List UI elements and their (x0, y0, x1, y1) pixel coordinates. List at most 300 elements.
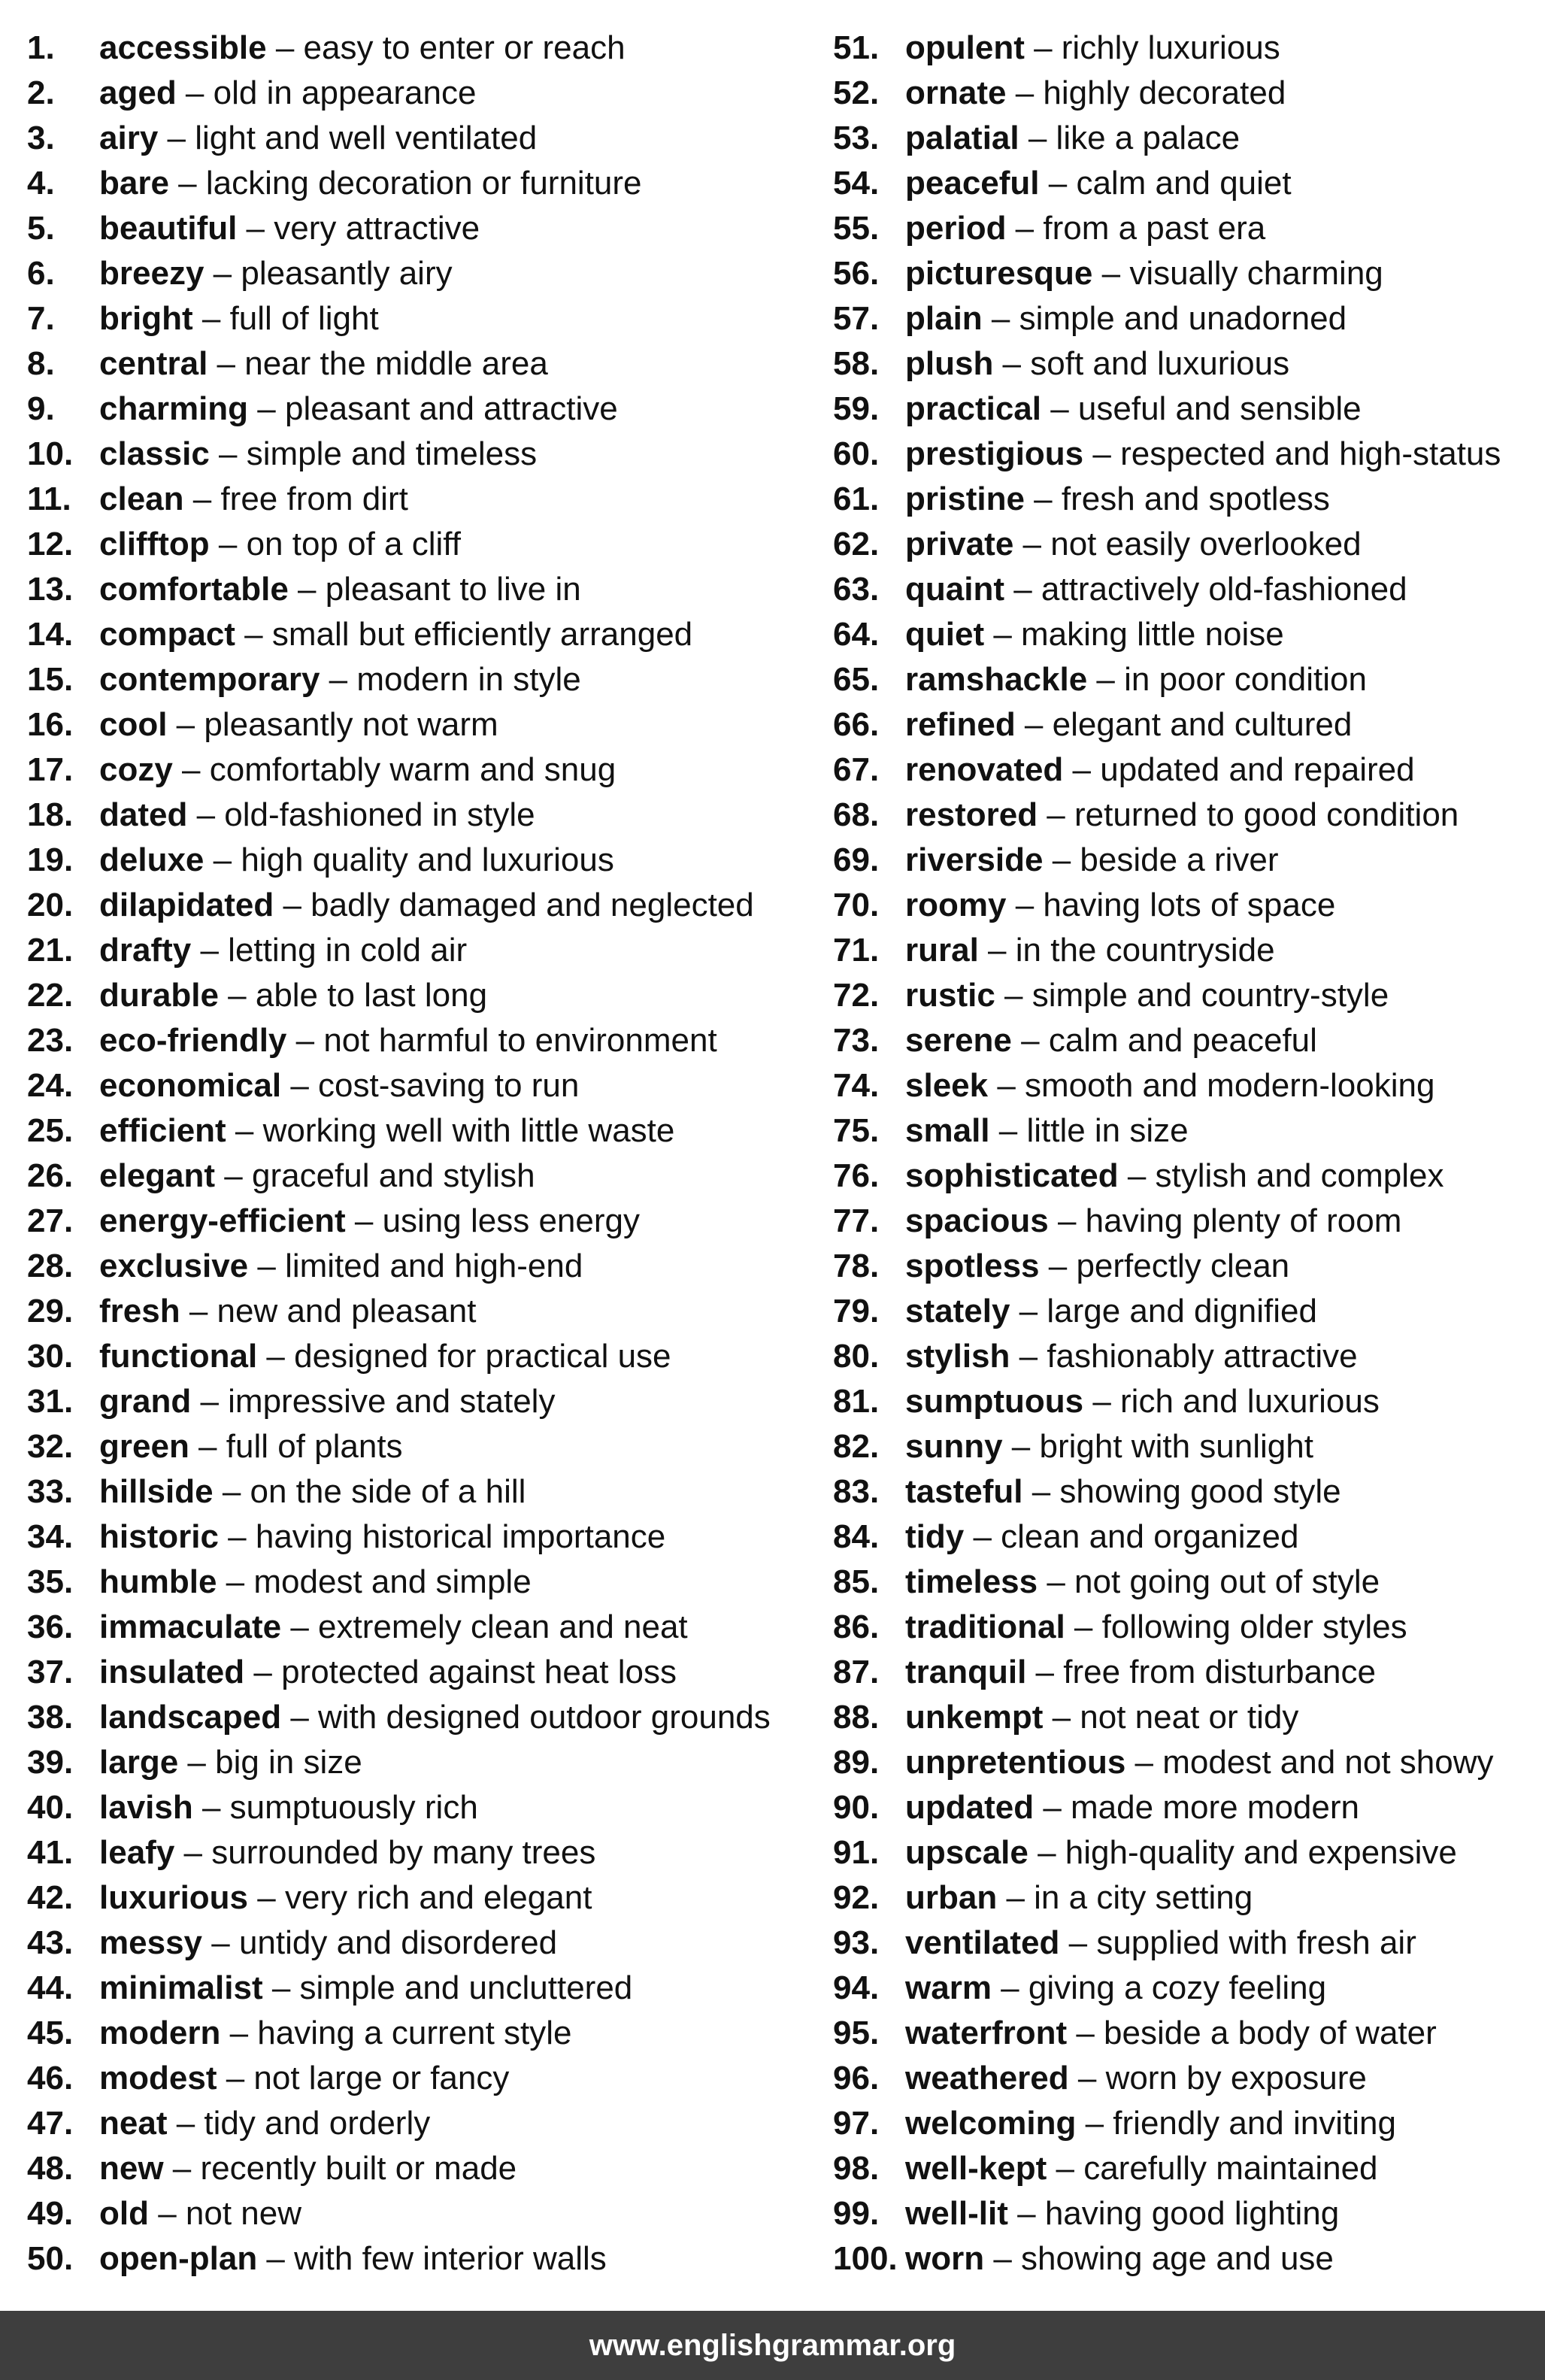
item-word: energy-efficient (99, 1202, 346, 1239)
item-definition: untidy and disordered (238, 1924, 558, 1961)
item-word: updated (905, 1789, 1035, 1826)
list-item (27, 2236, 794, 2281)
item-definition: working well with little waste (262, 1112, 675, 1149)
item-definition: not neat or tidy (1080, 1699, 1299, 1736)
item-text: upscale – high-quality and expensive (905, 1834, 1457, 1871)
item-number: 94. (833, 1969, 880, 2006)
item-text: roomy – having lots of space (905, 887, 1336, 923)
item-number: 97. (833, 2105, 880, 2142)
item-word: breezy (99, 255, 204, 292)
item-number: 68. (833, 796, 880, 833)
item-word: accessible (99, 29, 267, 66)
item-text: pristine – fresh and spotless (905, 481, 1330, 517)
item-number: 78. (833, 1248, 880, 1284)
list-item (833, 1650, 1545, 1695)
list-item (27, 1785, 794, 1830)
item-number: 44. (27, 1969, 74, 2006)
item-text: well-lit – having good lighting (905, 2195, 1340, 2232)
list-item (833, 2056, 1545, 2101)
item-number: 61. (833, 481, 880, 517)
item-number: 35. (27, 1563, 74, 1600)
item-word: drafty (99, 932, 192, 969)
item-text: ornate – highly decorated (905, 74, 1286, 111)
item-definition: tidy and orderly (204, 2105, 431, 2142)
item-number: 96. (833, 2060, 880, 2097)
item-definition: new and pleasant (217, 1293, 477, 1329)
list-item (833, 1560, 1545, 1605)
item-text: practical – useful and sensible (905, 390, 1362, 427)
item-text: sophisticated – stylish and complex (905, 1157, 1444, 1194)
list-item (833, 432, 1545, 477)
item-text: historic – having historical importance (99, 1518, 666, 1555)
item-word: sophisticated (905, 1157, 1119, 1194)
item-definition: supplied with fresh air (1096, 1924, 1416, 1961)
item-number: 100. (833, 2240, 898, 2277)
item-text: modern – having a current style (99, 2015, 572, 2051)
item-word: classic (99, 435, 210, 472)
item-definition: clean and organized (1001, 1518, 1299, 1555)
item-number: 12. (27, 526, 74, 562)
item-number: 58. (833, 345, 880, 382)
item-number: 56. (833, 255, 880, 292)
item-definition: calm and peaceful (1048, 1022, 1317, 1059)
item-number: 27. (27, 1202, 74, 1239)
list-item (833, 1108, 1545, 1154)
item-definition: fresh and spotless (1061, 481, 1330, 517)
item-definition: very attractive (274, 210, 480, 247)
item-definition: light and well ventilated (195, 120, 538, 156)
item-text: open-plan – with few interior walls (99, 2240, 607, 2277)
item-definition: on the side of a hill (250, 1473, 526, 1510)
item-word: modern (99, 2015, 221, 2051)
item-text: central – near the middle area (99, 345, 548, 382)
item-definition: stylish and complex (1155, 1157, 1444, 1194)
item-number: 72. (833, 977, 880, 1014)
list-item (27, 793, 794, 838)
list-item (833, 1514, 1545, 1560)
item-definition: simple and uncluttered (299, 1969, 633, 2006)
item-word: functional (99, 1338, 258, 1375)
item-text: luxurious – very rich and elegant (99, 1879, 592, 1916)
list-item (27, 1063, 794, 1108)
item-definition: old in appearance (213, 74, 477, 111)
item-word: picturesque (905, 255, 1093, 292)
list-item (27, 2191, 794, 2236)
item-word: messy (99, 1924, 203, 1961)
list-item (833, 251, 1545, 296)
list-item (833, 1966, 1545, 2011)
item-definition: very rich and elegant (284, 1879, 592, 1916)
list-item (833, 928, 1545, 973)
item-word: prestigious (905, 435, 1084, 472)
item-text: serene – calm and peaceful (905, 1022, 1317, 1059)
item-text: classic – simple and timeless (99, 435, 538, 472)
item-definition: not harmful to environment (323, 1022, 717, 1059)
item-word: rustic (905, 977, 995, 1014)
item-text: clifftop – on top of a cliff (99, 526, 461, 562)
item-definition: limited and high-end (285, 1248, 583, 1284)
item-number: 87. (833, 1654, 880, 1690)
item-word: bright (99, 300, 193, 337)
item-definition: modern in style (356, 661, 581, 698)
list-item (833, 1740, 1545, 1785)
item-text: traditional – following older styles (905, 1608, 1407, 1645)
item-word: spotless (905, 1248, 1040, 1284)
item-definition: high quality and luxurious (241, 841, 614, 878)
list-item (27, 1605, 794, 1650)
item-text: dated – old-fashioned in style (99, 796, 535, 833)
item-word: eco-friendly (99, 1022, 287, 1059)
item-definition: having good lighting (1044, 2195, 1340, 2232)
item-definition: respected and high-status (1120, 435, 1501, 472)
item-number: 85. (833, 1563, 880, 1600)
item-definition: carefully maintained (1083, 2150, 1378, 2187)
list-item (27, 1875, 794, 1921)
item-number: 49. (27, 2195, 74, 2232)
item-text: sumptuous – rich and luxurious (905, 1383, 1380, 1420)
list-item (833, 1199, 1545, 1244)
item-text: economical – cost-saving to run (99, 1067, 580, 1104)
item-text: restored – returned to good condition (905, 796, 1459, 833)
item-number: 33. (27, 1473, 74, 1510)
list-item (27, 341, 794, 387)
item-word: humble (99, 1563, 217, 1600)
item-definition: having historical importance (255, 1518, 666, 1555)
item-definition: simple and country-style (1032, 977, 1389, 1014)
list-item (833, 1154, 1545, 1199)
item-number: 40. (27, 1789, 74, 1826)
item-word: landscaped (99, 1699, 282, 1736)
list-item (833, 2146, 1545, 2191)
item-definition: cost-saving to run (318, 1067, 580, 1104)
item-number: 4. (27, 165, 55, 202)
item-word: quiet (905, 616, 985, 653)
item-definition: fashionably attractive (1047, 1338, 1358, 1375)
item-number: 34. (27, 1518, 74, 1555)
item-text: weathered – worn by exposure (905, 2060, 1367, 2097)
item-number: 55. (833, 210, 880, 247)
item-number: 19. (27, 841, 74, 878)
item-text: tidy – clean and organized (905, 1518, 1299, 1555)
list-item (833, 206, 1545, 251)
list-item (27, 973, 794, 1018)
item-definition: not large or fancy (253, 2060, 510, 2097)
item-number: 41. (27, 1834, 74, 1871)
item-definition: letting in cold air (228, 932, 468, 969)
item-word: hillside (99, 1473, 214, 1510)
item-definition: easy to enter or reach (303, 29, 626, 66)
item-definition: not new (185, 2195, 302, 2232)
list-item (833, 747, 1545, 793)
list-item (27, 1379, 794, 1424)
list-item (833, 1921, 1545, 1966)
item-word: refined (905, 706, 1016, 743)
list-item (27, 1108, 794, 1154)
item-number: 15. (27, 661, 74, 698)
item-definition: full of light (229, 300, 379, 337)
item-definition: pleasantly airy (241, 255, 453, 292)
item-word: efficient (99, 1112, 226, 1149)
list-item (27, 71, 794, 116)
item-text: deluxe – high quality and luxurious (99, 841, 614, 878)
item-text: hillside – on the side of a hill (99, 1473, 526, 1510)
item-text: unkempt – not neat or tidy (905, 1699, 1299, 1736)
item-text: new – recently built or made (99, 2150, 517, 2187)
item-number: 90. (833, 1789, 880, 1826)
list-item (833, 1018, 1545, 1063)
item-number: 32. (27, 1428, 74, 1465)
item-word: luxurious (99, 1879, 249, 1916)
item-number: 82. (833, 1428, 880, 1465)
item-number: 6. (27, 255, 55, 292)
item-definition: beside a body of water (1104, 2015, 1437, 2051)
item-number: 98. (833, 2150, 880, 2187)
list-item (833, 793, 1545, 838)
item-definition: having plenty of room (1085, 1202, 1402, 1239)
item-definition: near the middle area (244, 345, 548, 382)
item-word: timeless (905, 1563, 1038, 1600)
item-definition: badly damaged and neglected (311, 887, 754, 923)
item-definition: elegant and cultured (1052, 706, 1353, 743)
list-item (833, 2236, 1545, 2281)
item-word: sleek (905, 1067, 989, 1104)
item-word: fresh (99, 1293, 180, 1329)
item-text: tranquil – free from disturbance (905, 1654, 1376, 1690)
item-word: new (99, 2150, 164, 2187)
item-word: exclusive (99, 1248, 249, 1284)
item-text: airy – light and well ventilated (99, 120, 538, 156)
list-item (833, 477, 1545, 522)
item-word: stylish (905, 1338, 1010, 1375)
item-text: large – big in size (99, 1744, 362, 1781)
list-item (27, 432, 794, 477)
list-item (833, 2191, 1545, 2236)
item-word: warm (905, 1969, 992, 2006)
item-word: insulated (99, 1654, 245, 1690)
item-text: sleek – smooth and modern-looking (905, 1067, 1435, 1104)
item-definition: like a palace (1056, 120, 1241, 156)
item-text: dilapidated – badly damaged and neglected (99, 887, 754, 923)
list-item (27, 1560, 794, 1605)
item-definition: simple and timeless (246, 435, 538, 472)
item-definition: having lots of space (1043, 887, 1336, 923)
list-item (833, 1469, 1545, 1514)
item-text: contemporary – modern in style (99, 661, 581, 698)
item-number: 73. (833, 1022, 880, 1059)
item-definition: bright with sunlight (1039, 1428, 1313, 1465)
item-number: 47. (27, 2105, 74, 2142)
item-text: aged – old in appearance (99, 74, 477, 111)
item-word: ramshackle (905, 661, 1088, 698)
list-item (833, 838, 1545, 883)
item-word: durable (99, 977, 219, 1014)
item-word: well-kept (905, 2150, 1047, 2187)
item-word: airy (99, 120, 159, 156)
item-word: sumptuous (905, 1383, 1084, 1420)
item-text: spacious – having plenty of room (905, 1202, 1402, 1239)
item-number: 11. (27, 481, 71, 517)
item-number: 36. (27, 1608, 74, 1645)
list-item (833, 1830, 1545, 1875)
item-word: private (905, 526, 1014, 562)
list-item (27, 2056, 794, 2101)
item-definition: richly luxurious (1061, 29, 1280, 66)
item-number: 28. (27, 1248, 74, 1284)
item-word: cool (99, 706, 168, 743)
item-text: plush – soft and luxurious (905, 345, 1290, 382)
item-word: traditional (905, 1608, 1065, 1645)
list-item (27, 1921, 794, 1966)
list-item (833, 26, 1545, 71)
item-definition: highly decorated (1043, 74, 1286, 111)
list-item (833, 883, 1545, 928)
list-item (833, 522, 1545, 567)
item-definition: from a past era (1043, 210, 1266, 247)
item-word: neat (99, 2105, 168, 2142)
footer-url[interactable]: www.englishgrammar.org (589, 2329, 956, 2362)
item-text: quiet – making little noise (905, 616, 1284, 653)
item-definition: large and dignified (1047, 1293, 1317, 1329)
item-text: welcoming – friendly and inviting (905, 2105, 1396, 2142)
list-item (27, 251, 794, 296)
item-number: 84. (833, 1518, 880, 1555)
list-item (833, 2101, 1545, 2146)
item-definition: pleasantly not warm (204, 706, 498, 743)
item-definition: worn by exposure (1105, 2060, 1367, 2097)
list-item (27, 296, 794, 341)
item-text: functional – designed for practical use (99, 1338, 671, 1375)
list-item (27, 1154, 794, 1199)
list-item (27, 1695, 794, 1740)
item-definition: pleasant and attractive (284, 390, 618, 427)
list-item (27, 161, 794, 206)
item-word: ornate (905, 74, 1007, 111)
list-item (27, 1424, 794, 1469)
item-text: opulent – richly luxurious (905, 29, 1280, 66)
list-item (833, 116, 1545, 161)
item-text: well-kept – carefully maintained (905, 2150, 1378, 2187)
list-item (833, 1695, 1545, 1740)
item-word: dilapidated (99, 887, 274, 923)
item-word: comfortable (99, 571, 289, 608)
item-definition: calm and quiet (1076, 165, 1292, 202)
item-definition: giving a cozy feeling (1028, 1969, 1327, 2006)
item-definition: in the countryside (1015, 932, 1275, 969)
item-text: fresh – new and pleasant (99, 1293, 477, 1329)
item-number: 71. (833, 932, 880, 969)
item-definition: free from disturbance (1063, 1654, 1376, 1690)
item-number: 38. (27, 1699, 74, 1736)
item-word: welcoming (905, 2105, 1077, 2142)
item-text: humble – modest and simple (99, 1563, 532, 1600)
item-word: grand (99, 1383, 192, 1420)
list-item (27, 702, 794, 747)
list-item (27, 2146, 794, 2191)
item-word: contemporary (99, 661, 320, 698)
item-word: small (905, 1112, 990, 1149)
list-item (27, 2011, 794, 2056)
item-word: weathered (905, 2060, 1069, 2097)
list-item (833, 387, 1545, 432)
item-number: 80. (833, 1338, 880, 1375)
item-number: 16. (27, 706, 74, 743)
item-word: central (99, 345, 208, 382)
item-definition: with few interior walls (294, 2240, 607, 2277)
item-number: 67. (833, 751, 880, 788)
item-word: roomy (905, 887, 1007, 923)
item-text: eco-friendly – not harmful to environment (99, 1022, 717, 1059)
item-text: spotless – perfectly clean (905, 1248, 1290, 1284)
item-word: bare (99, 165, 169, 202)
item-number: 66. (833, 706, 880, 743)
item-word: spacious (905, 1202, 1049, 1239)
item-number: 39. (27, 1744, 74, 1781)
item-number: 8. (27, 345, 55, 382)
item-text: efficient – working well with little waste (99, 1112, 675, 1149)
item-number: 95. (833, 2015, 880, 2051)
item-definition: lacking decoration or furniture (205, 165, 642, 202)
item-definition: impressive and stately (228, 1383, 556, 1420)
list-item (833, 341, 1545, 387)
item-definition: recently built or made (200, 2150, 517, 2187)
item-number: 26. (27, 1157, 74, 1194)
item-text: urban – in a city setting (905, 1879, 1253, 1916)
item-word: plain (905, 300, 983, 337)
list-item (833, 702, 1545, 747)
item-definition: simple and unadorned (1019, 300, 1347, 337)
list-item (27, 1740, 794, 1785)
item-text: modest – not large or fancy (99, 2060, 510, 2097)
list-item (833, 1244, 1545, 1289)
item-text: breezy – pleasantly airy (99, 255, 453, 292)
item-word: dated (99, 796, 188, 833)
item-number: 20. (27, 887, 74, 923)
item-word: waterfront (905, 2015, 1068, 2051)
item-text: warm – giving a cozy feeling (905, 1969, 1327, 2006)
item-text: stately – large and dignified (905, 1293, 1317, 1329)
item-definition: able to last long (255, 977, 488, 1014)
item-number: 54. (833, 165, 880, 202)
list-item (27, 567, 794, 612)
item-text: prestigious – respected and high-status (905, 435, 1501, 472)
item-word: unkempt (905, 1699, 1044, 1736)
item-word: elegant (99, 1157, 216, 1194)
item-text: green – full of plants (99, 1428, 403, 1465)
item-number: 5. (27, 210, 55, 247)
item-definition: having a current style (257, 2015, 572, 2051)
item-definition: showing age and use (1021, 2240, 1334, 2277)
item-text: lavish – sumptuously rich (99, 1789, 478, 1826)
item-text: peaceful – calm and quiet (905, 165, 1292, 202)
item-word: clean (99, 481, 184, 517)
item-number: 74. (833, 1067, 880, 1104)
item-text: timeless – not going out of style (905, 1563, 1380, 1600)
list-item (833, 1424, 1545, 1469)
left-column (27, 26, 794, 2281)
item-text: cozy – comfortably warm and snug (99, 751, 616, 788)
list-item (27, 1199, 794, 1244)
item-definition: perfectly clean (1076, 1248, 1290, 1284)
item-number: 88. (833, 1699, 880, 1736)
item-definition: soft and luxurious (1030, 345, 1290, 382)
item-word: opulent (905, 29, 1025, 66)
list-item (833, 1334, 1545, 1379)
list-item (27, 206, 794, 251)
list-item (833, 1785, 1545, 1830)
item-number: 45. (27, 2015, 74, 2051)
item-number: 76. (833, 1157, 880, 1194)
item-text: drafty – letting in cold air (99, 932, 468, 969)
